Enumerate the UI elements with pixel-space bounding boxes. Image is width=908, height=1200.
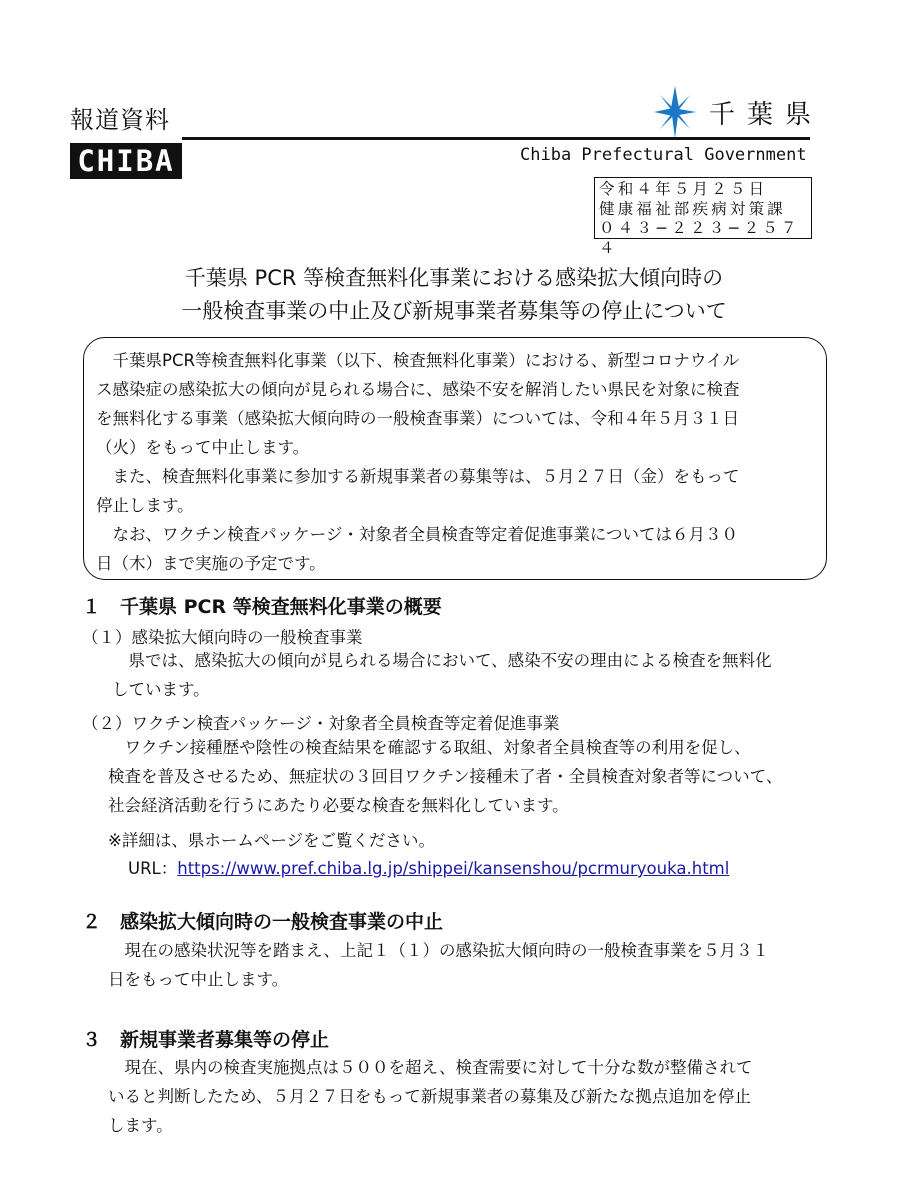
press-label: 報道資料 bbox=[70, 106, 170, 134]
body-line: 現在、県内の検査実施拠点は５００を超え、検査需要に対して十分な数が整備されて bbox=[124, 1058, 753, 1077]
summary-line: を無料化する事業（感染拡大傾向時の一般検査事業）については、令和４年５月３１日 bbox=[96, 409, 740, 428]
body-line: 社会経済活動を行うにあたり必要な検査を無料化しています。 bbox=[108, 796, 569, 815]
url-label: URL： bbox=[128, 859, 178, 878]
section-3-heading: ３ 新規事業者募集等の停止 bbox=[82, 1029, 330, 1051]
section-1-sub-1-body bbox=[112, 646, 832, 704]
body-line: 日をもって中止します。 bbox=[108, 970, 289, 989]
section-3-body bbox=[108, 1053, 848, 1140]
url-link[interactable]: https://www.pref.chiba.lg.jp/shippei/kansenshou/pcrmuryouka.html bbox=[177, 859, 730, 878]
prefecture-name: 千葉県 bbox=[709, 100, 824, 130]
body-line: 県では、感染拡大の傾向が見られる場合において、感染不安の理由による検査を無料化 bbox=[128, 651, 772, 670]
release-date: 令和４年５月２５日 bbox=[599, 180, 768, 198]
summary-text bbox=[96, 346, 816, 578]
summary-line: なお、ワクチン検査パッケージ・対象者全員検査等定着促進事業については６月３０ bbox=[112, 525, 739, 544]
section-1-subheading-1: （１）感染拡大傾向時の一般検査事業 bbox=[82, 628, 363, 647]
url-line bbox=[128, 855, 729, 879]
summary-line: ス感染症の感染拡大の傾向が見られる場合に、感染不安を解消したい県民を対象に検査 bbox=[96, 380, 740, 399]
body-line: します。 bbox=[108, 1116, 173, 1135]
summary-line: 停止します。 bbox=[96, 496, 194, 515]
prefecture-name-english: Chiba Prefectural Government bbox=[520, 145, 807, 165]
detail-note: ※詳細は、県ホームページをご覧ください。 bbox=[108, 831, 435, 850]
body-line: いると判断したため、５月２７日をもって新規事業者の募集及び新たな拠点追加を停止 bbox=[108, 1087, 751, 1106]
summary-line: 日（木）まで実施の予定です。 bbox=[96, 554, 326, 573]
body-line: 検査を普及させるため、無症状の３回目ワクチン接種未了者・全員検査対象者等について、 bbox=[108, 767, 783, 786]
section-1-subheading-2: （２）ワクチン検査パッケージ・対象者全員検査等定着促進事業 bbox=[82, 714, 560, 733]
section-1-heading: １ 千葉県 PCR 等検査無料化事業の概要 bbox=[82, 596, 442, 618]
summary-line: また、検査無料化事業に参加する新規事業者の募集等は、５月２７日（金）をもって bbox=[112, 467, 740, 486]
header-rule bbox=[182, 137, 810, 140]
body-line: ワクチン接種歴や陰性の検査結果を確認する取組、対象者全員検査等の利用を促し、 bbox=[124, 738, 751, 757]
summary-line: （火）をもって中止します。 bbox=[96, 438, 310, 457]
section-2-body bbox=[108, 936, 828, 994]
page-title-line-2: 一般検査事業の中止及び新規事業者募集等の停止について bbox=[181, 299, 727, 323]
chiba-logo: CHIBA bbox=[70, 143, 182, 179]
release-info-box bbox=[594, 177, 812, 257]
section-1-sub-2-body bbox=[108, 733, 848, 820]
page-title-line-1: 千葉県 PCR 等検査無料化事業における感染拡大傾向時の bbox=[184, 266, 724, 290]
chiba-prefecture-emblem-icon bbox=[654, 86, 696, 138]
summary-line: 千葉県PCR等検査無料化事業（以下、検査無料化事業）における、新型コロナウイル bbox=[112, 351, 739, 370]
body-line: 現在の感染状況等を踏まえ、上記１（１）の感染拡大傾向時の一般検査事業を５月３１ bbox=[124, 941, 769, 960]
body-line: しています。 bbox=[112, 680, 210, 699]
phone-number: ０４３−２２３−２５７４ bbox=[599, 219, 800, 257]
section-2-heading: ２ 感染拡大傾向時の一般検査事業の中止 bbox=[82, 911, 444, 933]
department-name: 健康福祉部疾病対策課 bbox=[599, 199, 787, 218]
